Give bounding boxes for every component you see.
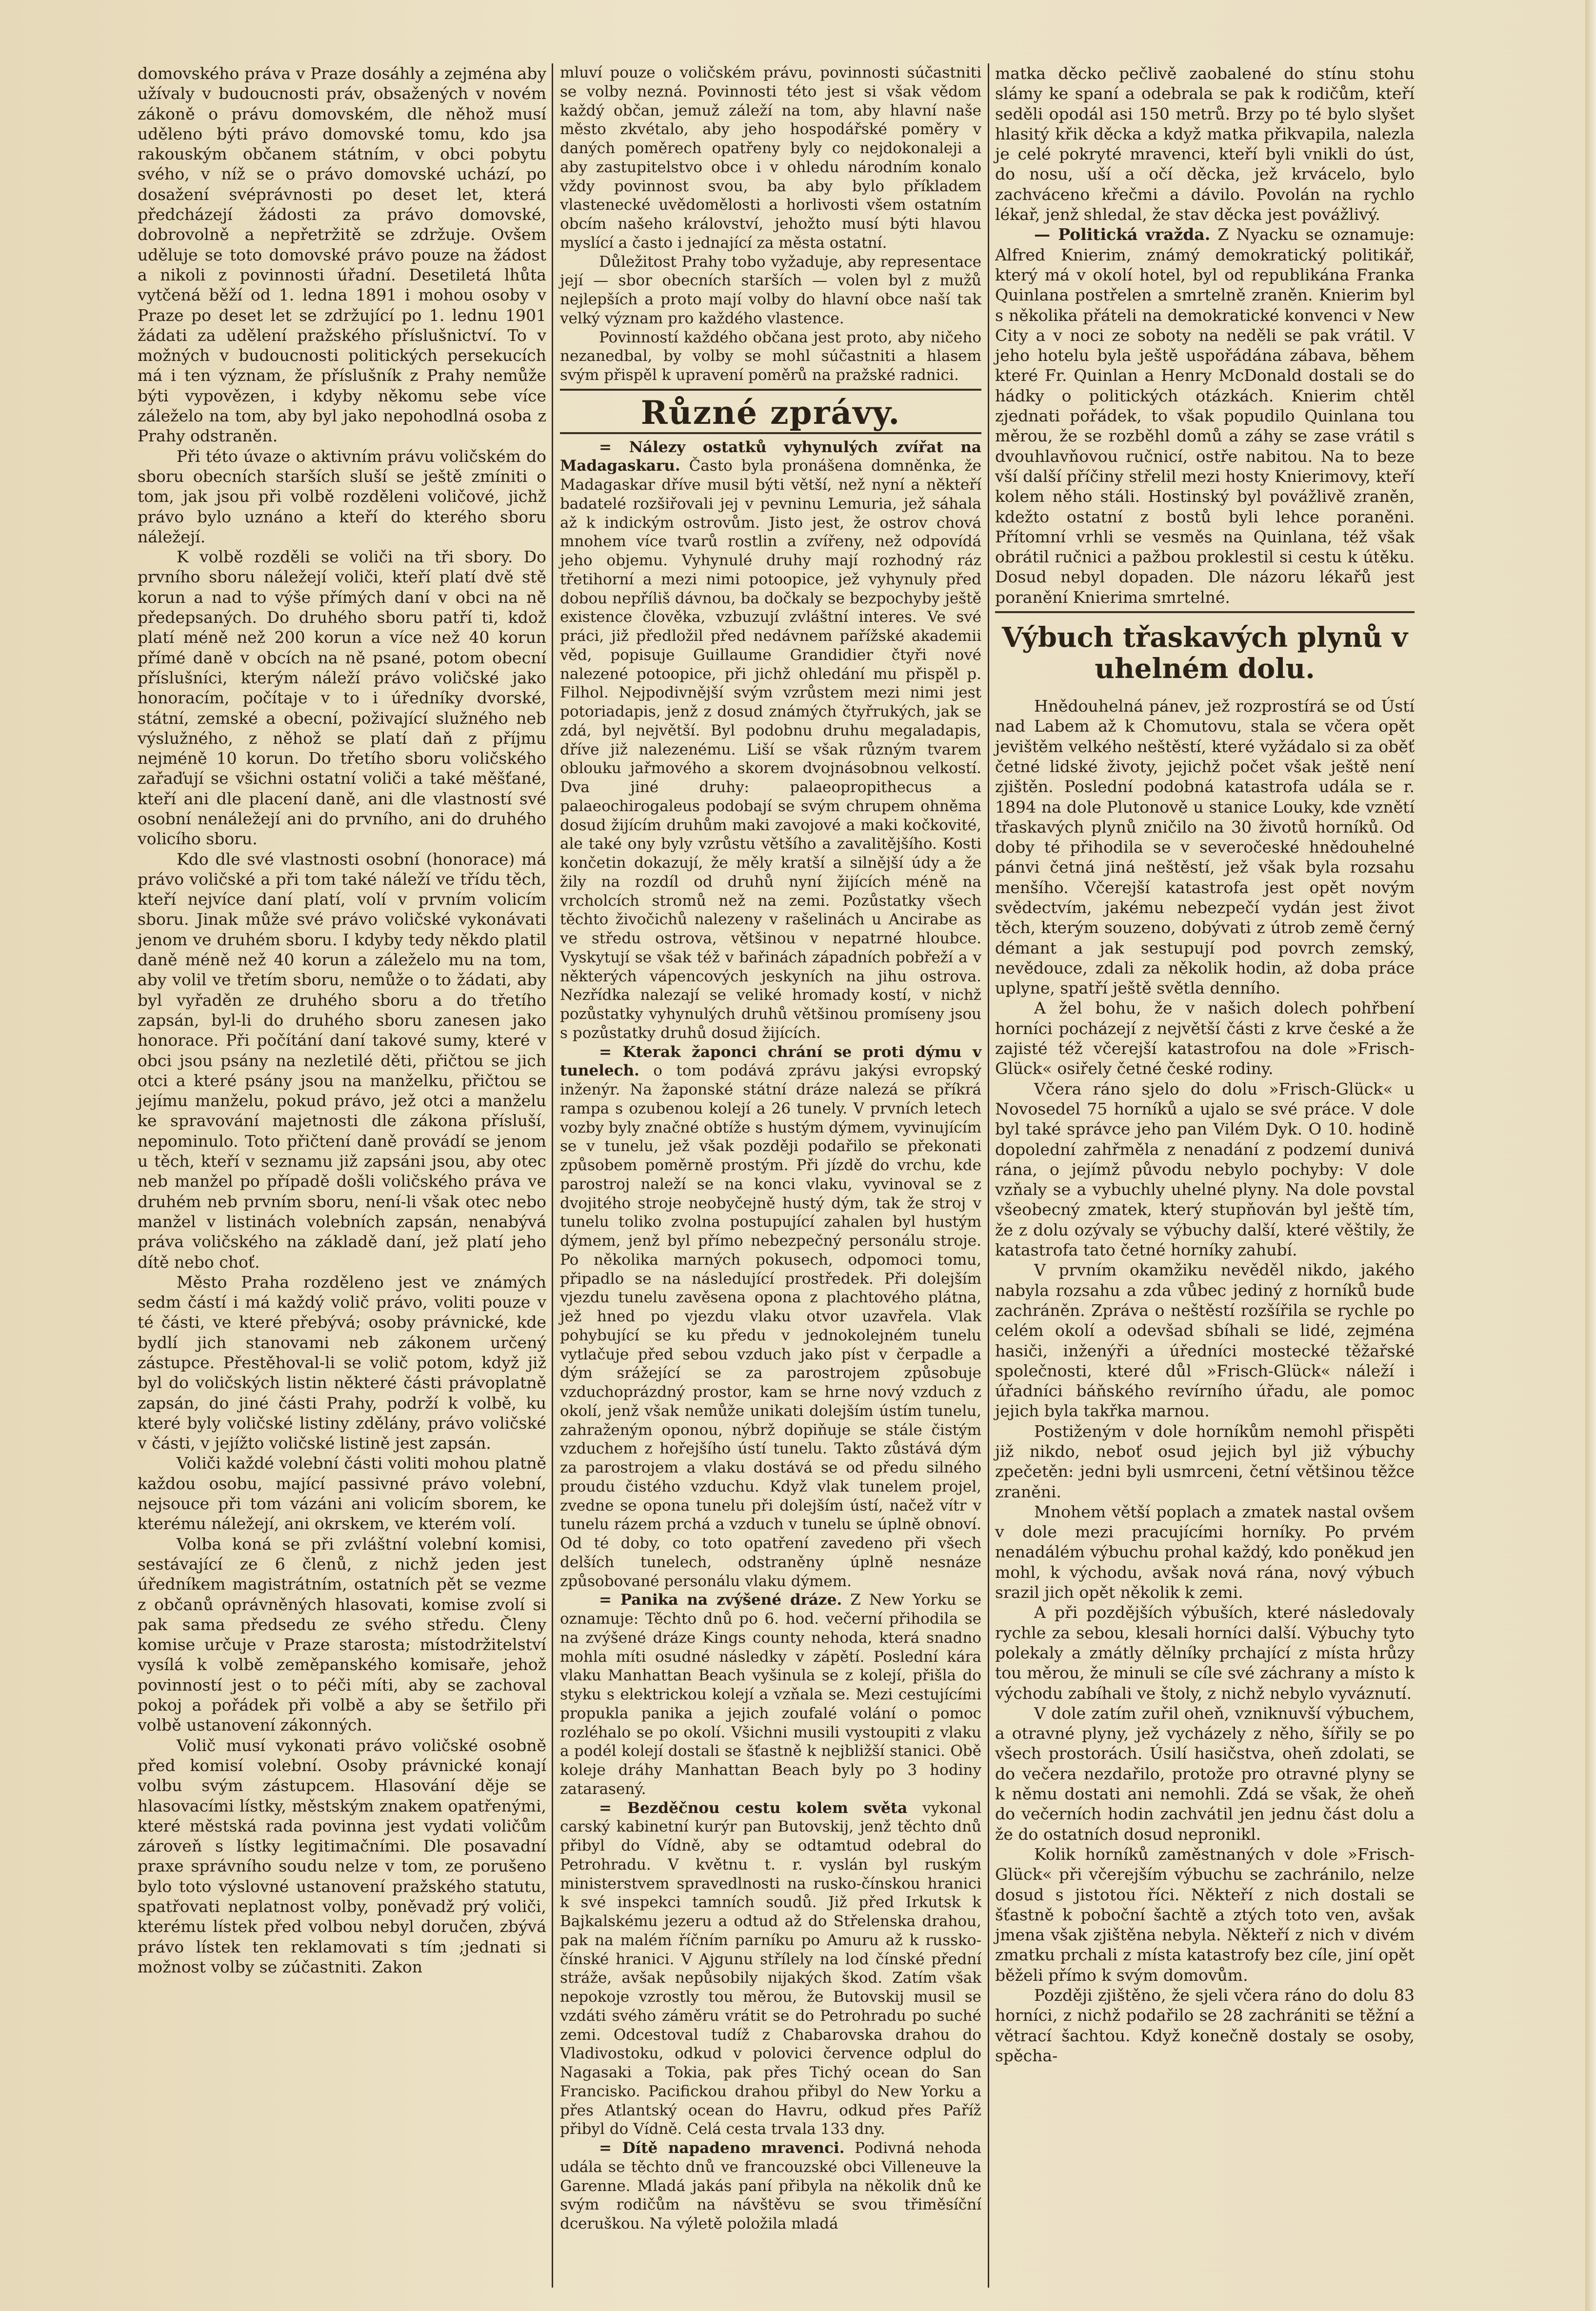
news-item xyxy=(560,1043,981,1591)
paragraph: Později zjištěno, že sjeli včera ráno do dolu 83 horníci, z nichž podařilo se 28 zachrániti se těžní a větrací šachtou. Když konečně dostaly se osoby, spěcha- xyxy=(995,1986,1415,2065)
news-item xyxy=(995,224,1415,607)
paragraph: Voliči každé volební části voliti mohou platně každou osobu, mající passivné právo volební, nejsouce při tom vázáni ani volicím sborem, ke kterému náležejí, ani okrskem, ve kterém volí. xyxy=(138,1454,546,1534)
paragraph: Důležitost Prahy tobo vyžaduje, aby representace její — sbor obecních starších — volen byl z mužů nejlepších a proto mají volby do hlavní obce naší tak velký význam pro každého vlastence. xyxy=(560,253,981,327)
paragraph: A žel bohu, že v našich dolech pohřbení horníci pocházejí z největší části z krve české a že zajisté též včerejší katastrofou na dole »Frisch-Glück« osiřely četné české rodiny. xyxy=(995,998,1415,1078)
paragraph: domovského práva v Praze dosáhly a zejména aby užívaly v budoucnosti práv, obsažených v novém zákoně o právu domovském, dle něhož musí uděleno býti právo domovské tomu, kdo jsa rakouským občanem státním, v obci pobytu svého, v níž se o právo domovské uchází, po dosažení svéprávnosti po deset let, která předcházejí žádosti za právo domovské, dobrovolně a nepřetržitě se zdržuje. Ovšem uděluje se toto domovské právo pouze na žádost a nikoli z povinnosti úřadní. Desetiletá lhůta vytčená běží od 1. ledna 1891 i mohou osoby v Praze po deset let se zdržující po 1. lednu 1901 žádati za udělení pražského příslušnictví. To v možných v budoucnosti politických persekucích má i ten význam, že příslušník z Prahy nemůže býti vypovězen, i kdyby někomu sebe více záleželo na tom, aby byl jako nepohodlná osoba z Prahy odstraněn. xyxy=(138,64,546,446)
news-item-text: vykonal carský kabinetní kurýr pan Butovskij, jenž těchto dnů přibyl do Vídně, aby se odtamtud odebral do Petrohradu. V květnu t. r. vyslán byl ruským ministerstvem spravedlnosti na rusko-čínskou hranici k své inspekci tamních soudů. Již před Irkutsk k Bajkalskému jezeru a odtud až do Střelenska drahou, pak na malém říčním parníku po Amuru až k russko-čínské hranici. V Ajgunu střílely na lod čínské přední stráže, avšak nepůsobily nijakých škod. Zatím však nepokoje vzrostly tou měrou, že Butovskij musil se vzdáti svého záměru vrátit se do Petrohradu po suché zemi. Odcestoval tudíž z Chabarovska drahou do Vladivostoku, odkud v polovici července odplul do Nagasaki a Tokia, pak přes Tichý ocean do San Francisko. Pacifickou drahou přibyl do New Yorku a přes Atlantský ocean do Havru, odkud přes Paříž přibyl do Vídně. Celá cesta trvala 133 dny. xyxy=(560,1799,981,2138)
paragraph: V dole zatím zuřil oheň, vzniknuvší výbuchem, a otravné plyny, jež vycházely z něho, šířily se po všech prostorách. Úsilí hasičstva, oheň zdolati, se do večera nezdařilo, protože pro otravné plyny se k němu dostati ani nemohli. Zdá se však, že oheň do večerních hodin zachvátil jen jednu část dolu a že do ostatních dosud nepronikl. xyxy=(995,1703,1415,1844)
column-1 xyxy=(138,63,546,1977)
paragraph: Postiženým v dole horníkům nemohl přispěti již nikdo, neboť osud jejich byl již výbuchy zpečetěn: jedni byli usmrceni, četní většinou těžce zraněni. xyxy=(995,1421,1415,1501)
news-item-title: = Dítě napadeno mravenci. xyxy=(599,2139,845,2157)
news-item-title: — Politická vražda. xyxy=(1034,225,1211,244)
paragraph: Mnohem větší poplach a zmatek nastal ovšem v dole mezi pracujícími horníky. Po prvém nenadálém výbuchu prohal každý, kdo poněkud jen mohl, k východu, avšak nová rána, nový výbuch srazil jich opět několik k zemi. xyxy=(995,1502,1415,1602)
news-item-text: Z New Yorku se oznamuje: Těchto dnů po 6. hod. večerní přihodila se na zvýšené dráze Kings county nehoda, která snadno mohla míti osudné následky v zápětí. Poslední kára vlaku Manhattan Beach vyšinula se z kolejí, přišla do styku s elektrickou kolejí a vzňala se. Mezi cestujícími propukla panika a jejich zoufalé volání o pomoc rozléhalo se po okolí. Všichni musili vystoupiti z vlaku a podél kolejí dostali se šťastně k nejbližší stanici. Obě koleje dráhy Manhattan Beach byly po 3 hodiny zatarasený. xyxy=(560,1591,981,1798)
column-2 xyxy=(560,63,981,2233)
paragraph: Město Praha rozděleno jest ve známých sedm částí i má každý volič právo, voliti pouze v té části, ve které přebývá; osoby právnické, kde bydlí jich stanovami neb zákonem určený zástupce. Přestěhoval-li se volič potom, když již byl do voličských listin některé části právoplatně zapsán, do jiné části Prahy, podrží k volbě, ku které byly voličské listiny zdělány, právo voličské v části, v jejížto voličské listině jest zapsán. xyxy=(138,1272,546,1453)
paragraph: A při pozdějších výbuších, které následovaly rychle za sebou, klesali horníci další. Výbuchy tyto polekaly a zmátly dělníky prchající z místa hrůzy tou měrou, že minuli se cíle své záchrany a místo k východu zabíhali ve štoly, z nichž nebylo vyváznutí. xyxy=(995,1603,1415,1703)
column-3 xyxy=(995,63,1415,2066)
paragraph: Při této úvaze o aktivním právu voličském do sboru obecních starších sluší se ještě zmíniti o tom, jak jsou při volbě rozděleni voličové, jichž právo bylo uznáno a kteří do kterého sboru náležejí. xyxy=(138,446,546,546)
news-item-text: Z Nyacku se oznamuje: Alfred Knierim, známý demokratický politikář, který má v okolí hotel, byl od republikána Franka Quinlana postřelen a smrtelně zraněn. Knierim byl s několika přáteli na demokratické konvenci v New City a v noci ze soboty na neděli se pak vrátil. V jeho hotelu byla ještě uspořádána zábava, během které Fr. Quinlan a Henry McDonald dostali se do hádky o politických otázkách. Knierim chtěl zjednati pořádek, to však popudilo Quinlana tou měrou, že se rozběhl domů a záhy se zase vrátil s dvouhlavňovou ručnicí, ostře nabitou. Na to beze vší další příčiny střelil mezi hosty Knierimovy, kteří kolem něho stáli. Hostinský byl povážlivě zraněn, kdežto ostatní z bostů byli lehce poraněni. Přítomní vrhli se vesměs na Quinlana, též však obrátil ručnici a pažbou proklestil si cestu k útěku. Dosud nebyl dopaden. Dle názoru lékařů jest poranění Knierima smrtelné. xyxy=(995,225,1415,607)
news-item-title: = Kterak žaponci chrání se proti dýmu v tunelech. xyxy=(560,1043,981,1080)
news-item-title: = Bezděčnou cestu kolem světa xyxy=(599,1799,908,1817)
paragraph: V prvním okamžiku nevěděl nikdo, jakého nabyla rozsahu a zda vůbec jediný z horníků bude zachráněn. Zpráva o neštěstí rozšířila se rychle po celém okolí a odevšad sbíhali se lidé, zejména hasiči, inženýři a úředníci mostecké těžařské společnosti, které důl »Frisch-Glück« náleží i úřadníci báňského revírního úřadu, ale pomoc jejich byla takřka marnou. xyxy=(995,1260,1415,1421)
section-divider xyxy=(560,432,981,434)
article-heading: Výbuch třaskavých plynů v uhelném dolu. xyxy=(1002,621,1408,685)
paragraph: Povinností každého občana jest proto, aby ničeho nezanedbal, by volby se mohl súčastniti a hlasem svým přispěl k upravení poměrů na pražské radnici. xyxy=(560,328,981,384)
paragraph: Včera ráno sjelo do dolu »Frisch-Glück« u Novosedel 75 horníků a ujalo se své práce. V dole byl také správce jeho pan Vilém Dyk. O 10. hodině dopolední zahřměla z nenadání z podzemí dunivá rána, o jejímž původu nebylo pochyby: V dole vzňaly se a vybuchly uhelné plyny. Na dole povstal všeobecný zmatek, který stupňován byl ještě tím, že z dolu ozývaly se výbuchy další, které věštily, že katastrofa tato četné horníky zahubí. xyxy=(995,1079,1415,1260)
news-item xyxy=(560,2139,981,2233)
section-divider xyxy=(560,389,981,391)
paragraph: Volba koná se při zvláštní volební komisi, sestávající ze 6 členů, z nichž jeden jest úředníkem magistrátním, ostatních pět se vezme z občanů oprávněných hlasovati, komise zvolí si pak sama předsedu ze svého středu. Členy komise určuje v Praze starosta; místodržitelství vysílá k volbě zeměpanského komisaře, jehož povinností jest o to péči míti, aby se zachoval pokoj a pořádek při volbě a aby se šetřilo při volbě ustanovení zákonných. xyxy=(138,1534,546,1735)
news-item xyxy=(560,438,981,1043)
column-rule-left xyxy=(552,63,553,2288)
paragraph: matka děcko pečlivě zaobalené do stínu stohu slámy ke spaní a odebrala se pak k rodičům, kteří seděli opodál asi 150 metrů. Brzy po té bylo slyšet hlasitý křik děcka a když matka přikvapila, nalezla je celé pokryté mravenci, kteří byli vnikli do úst, do nosu, uší a očí děcka, jež krvácelo, bylo zachváceno křečmi a dávilo. Povolán na rychlo lékař, jenž shledal, že stav děcka jest povážlivý. xyxy=(995,64,1415,224)
news-item-text: Podivná nehoda udála se těchto dnů ve francouzské obci Villeneuve la Garenne. Mladá jakás paní přibyla na několik dnů ke svým rodičům na návštěvu se svou třiměsíční dceruškou. Na výletě položila mladá xyxy=(560,2139,982,2232)
news-item xyxy=(560,1799,981,2139)
news-item xyxy=(560,1591,981,1798)
news-item-text: o tom podává zprávu jakýsi evropský inženýr. Na žaponské státní dráze nalezá se příkrá rampa s ozubenou kolejí a 26 tunely. V prvních letech vozby byly značné obtíže s hustým dýmem, vyvinujícím se v tunelu, jež však později podařilo se překonati způsobem poměrně prostým. Při jízdě do vrchu, kde parostroj naleží se na konci vlaku, vyvinoval se z dvojitého stroje neobyčejně hustý dým, tak že stroj v tunelu toliko zvolna postupující zahalen byl hustým dýmem, jenž byl přímo nebezpečný personálu stroje. Po několika marných pokusech, odpomoci tomu, připadlo se na následující prostředek. Při dolejším vjezdu tunelu zavěsena opona z plachtového plátna, jež hned po vjezdu vlaku otvor uzavřela. Vlak pohybující se ku předu v jednokolejném tunelu vytlačuje před sebou vzduch jako píst v čerpadle a dým srážející se za parostrojem způsobuje vzduchoprázdný prostor, kam se hrne nový vzduch z okolí, jenž však nemůže unikati dolejším ústím tunelu, zahraženým oponou, nýbrž dopiňuje se stále čistým vzduchem z hořejšího ústí tunelu. Takto zůstává dým za parostrojem a vlaku dostává se od předu silného proudu čistého vzduchu. Když vlak tunelem projel, zvedne se opona tunelu při dolejším ústí, načež vítr v tunelu rázem prchá a vzduch v tunelu se úplně obnoví. Od té doby, co toto opatření zavedeno při všech delších tunelech, odstraněny úplně nesnáze způsobované personálu vlaku dýmem. xyxy=(560,1062,981,1590)
news-item-text: Často byla pronášena domněnka, že Madagaskar dříve musil býti větší, než nyní a někteří badatelé rozšiřovali jej v pevninu Lemuria, jež sáhala až k indickým ostrovům. Jisto jest, že ostrov chová mnohem více tvarů rostlin a zvířeny, než odpovídá jeho objemu. Vyhynulé druhy mají rozhodný ráz třetihorní a mezi nimi potoopice, jež vyhynuly před dobou nepříliš dávnou, ba dočkaly se bezpochyby ještě existence člověka, vzbuzují zvláštní interes. Ve své práci, již předložil před nedávnem pařížské akademii věd, popisuje Guillaume Grandidier čtyři nové nalezené potoopice, při jichž ohledání mu přispěl p. Filhol. Nejpodivnější svým vzrůstem mezi nimi jest potoriadapis, jenž z dosud známých čtyřrukých, jak se zdá, byl největší. Byl podobnu druhu megaladapis, dříve již nalezenému. Liší se však různým tvarem oblouku jařmového a skorem dvojnásobnou velkostí. Dva jiné druhy: palaeopropithecus a palaeochirogaleus podobají se svým chrupem ohněma dosud žijícím druhům maki zavojové a maki kočkovité, ale také ony byly vzrůstu většího a zavalitějšího. Kosti končetin dokazují, že měly kratší a silnější údy a že žily na rozdíl od druhů nyní žijících méně na vrcholcích stromů než na zemi. Pozůstatky všech těchto živočichů nalezeny v rašelinách u Ancirabe as ve středu ostrova, většinou v nepatrné hloubce. Vyskytují se však též v bařinách západních pobřeží a v některých vápencových jeskyních na jihu ostrova. Nezřídka nalezají se veliké hromady kostí, v nichž pozůstatky vyhynulých druhů většinou promíseny jsou s pozůstatky druhů dosud žijících. xyxy=(560,457,982,1042)
paragraph: Hnědouhelná pánev, jež rozprostírá se od Ústí nad Labem až k Chomutovu, stala se včera opět jevištěm velkého neštěstí, které vyžádalo si za oběť četné lidské životy, jejichž počet však ještě není zjištěn. Poslední podobná katastrofa udála se r. 1894 na dole Plutonově u stanice Louky, kde vznětí třaskavých plynů zničilo na 30 životů horníků. Od doby té přihodila se v severočeské hnědouhelné pánvi četná jiná neštěstí, jež však byla rozsahu menšího. Včerejší katastrofa jest opět novým svědectvím, jakému nebezpečí vydán jest život těch, kterým souzeno, dobývati z útrob země černý démant a jak sestupují pod povrch zemský, nevědouce, zdali za několik hodin, až doba práce uplyne, spatří ještě světla denního. xyxy=(995,697,1415,998)
section-divider xyxy=(995,611,1415,613)
news-item-title: = Nálezy ostatků vyhynulých zvířat na Madagaskaru. xyxy=(560,438,981,475)
news-item-title: = Panika na zvýšené dráze. xyxy=(599,1591,842,1609)
column-rule-right xyxy=(988,63,989,2288)
paragraph: K volbě rozděli se voliči na tři sbory. Do prvního sboru náležejí voliči, kteří platí dvě stě korun a nad to výše přímých daní v obci na ně předepsaných. Do druhého sboru patří ti, kdož platí méně než 200 korun a více než 40 korun přímé daně v obcích na ně psané, potom obecní příslušníci, kterým náleží právo voličské jako honoracím, počítaje v to i úředníky dvorské, státní, zemské a obecní, poživající služného neb výslužného, z něhož se platí daň z příjmu nejméně 10 korun. Do třetího sboru voličského zařaďují se všichni ostatní voliči a také měšťané, kteří ani dle placení daně, ani dle vlastností své osobní nenáležejí ani do prvního, ani do druhého volicího sboru. xyxy=(138,547,546,849)
paragraph: Volič musí vykonati právo voličské osobně před komisí volební. Osoby právnické konají volbu svým zástupcem. Hlasování děje se hlasovacími lístky, městským znakem opatřenými, které městská rada povinna jest vydati voličům zároveň s lístky legitimačními. Dle posavadní praxe správního soudu nelze v tom, ze porušeno bylo toto výslovné ustanovení pražského statutu, spatřovati neplatnost volby, poněvadž prý voliči, kterému lístek před volbou nebyl doručen, zbývá právo lístek ten reklamovati s tím ;jednati si možnost volby se zúčastniti. Zakon xyxy=(138,1735,546,1976)
paragraph: Kdo dle své vlastnosti osobní (honorace) má právo voličské a při tom také náleží ve třídu těch, kteří nejvíce daní platí, volí v prvním volicím sboru. Jinak může své právo voličské vykonávati jenom ve druhém sboru. I kdyby tedy někdo platil daně méně než 40 korun a záleželo mu na tom, aby volil ve třetím sboru, nemůže o to žádati, aby byl vyřaděn ze druhého sboru a do třetího zapsán, byl-li do druhého sboru zanesen jako honorace. Při počítání daní takové sumy, které v obci jsou psány na nezletilé děti, přičtou se jich otci a které psány jsou na manželku, přičtou se jejímu manželu, pokud právo, jež otci a manželu ke spravování majetnosti dle zákona přísluší, nepominulo. Toto přičtení daně provádí se jenom u těch, kteří v seznamu již zapsáni jsou, aby otec neb manžel po případě došli voličského práva ve druhém neb prvním sboru, není-li však otec nebo manžel v listinách volebních zapsán, nenabývá práva voličského na základě daní, jež platí jeho dítě nebo choť. xyxy=(138,849,546,1272)
section-heading: Různé zprávy. xyxy=(640,393,901,432)
paragraph: mluví pouze o voličském právu, povinnosti súčastniti se volby nezná. Povinnosti této jest si však vědom každý občan, jemuž záleží na tom, aby hlavní naše město zkvétalo, aby jeho hospodářské poměry v daných poměrech opatřeny byly co nejdokonaleji a aby zastupitelstvo obce i v ohledu národním konalo vždy povinnost svou, ba aby bylo příkladem vlastenecké uvědomělosti a horlivosti všem ostatním obcím našeho království, jehožto musí býti hlavou myslící a často i jednající za města ostatní. xyxy=(560,64,981,252)
page-edge xyxy=(1585,0,1596,2311)
paragraph: Kolik horníků zaměstnaných v dole »Frisch-Glück« při včerejším výbuchu se zachránilo, nelze dosud s jistotou říci. Někteří z nich dostali se šťastně k poboční šachtě a ztých toto ven, avšak jmena však zjištěna nebyla. Někteří z nich v divém zmatku prchali z místa katastrofy bez cíle, jiní opět běželi přímo k svým domovům. xyxy=(995,1844,1415,1985)
